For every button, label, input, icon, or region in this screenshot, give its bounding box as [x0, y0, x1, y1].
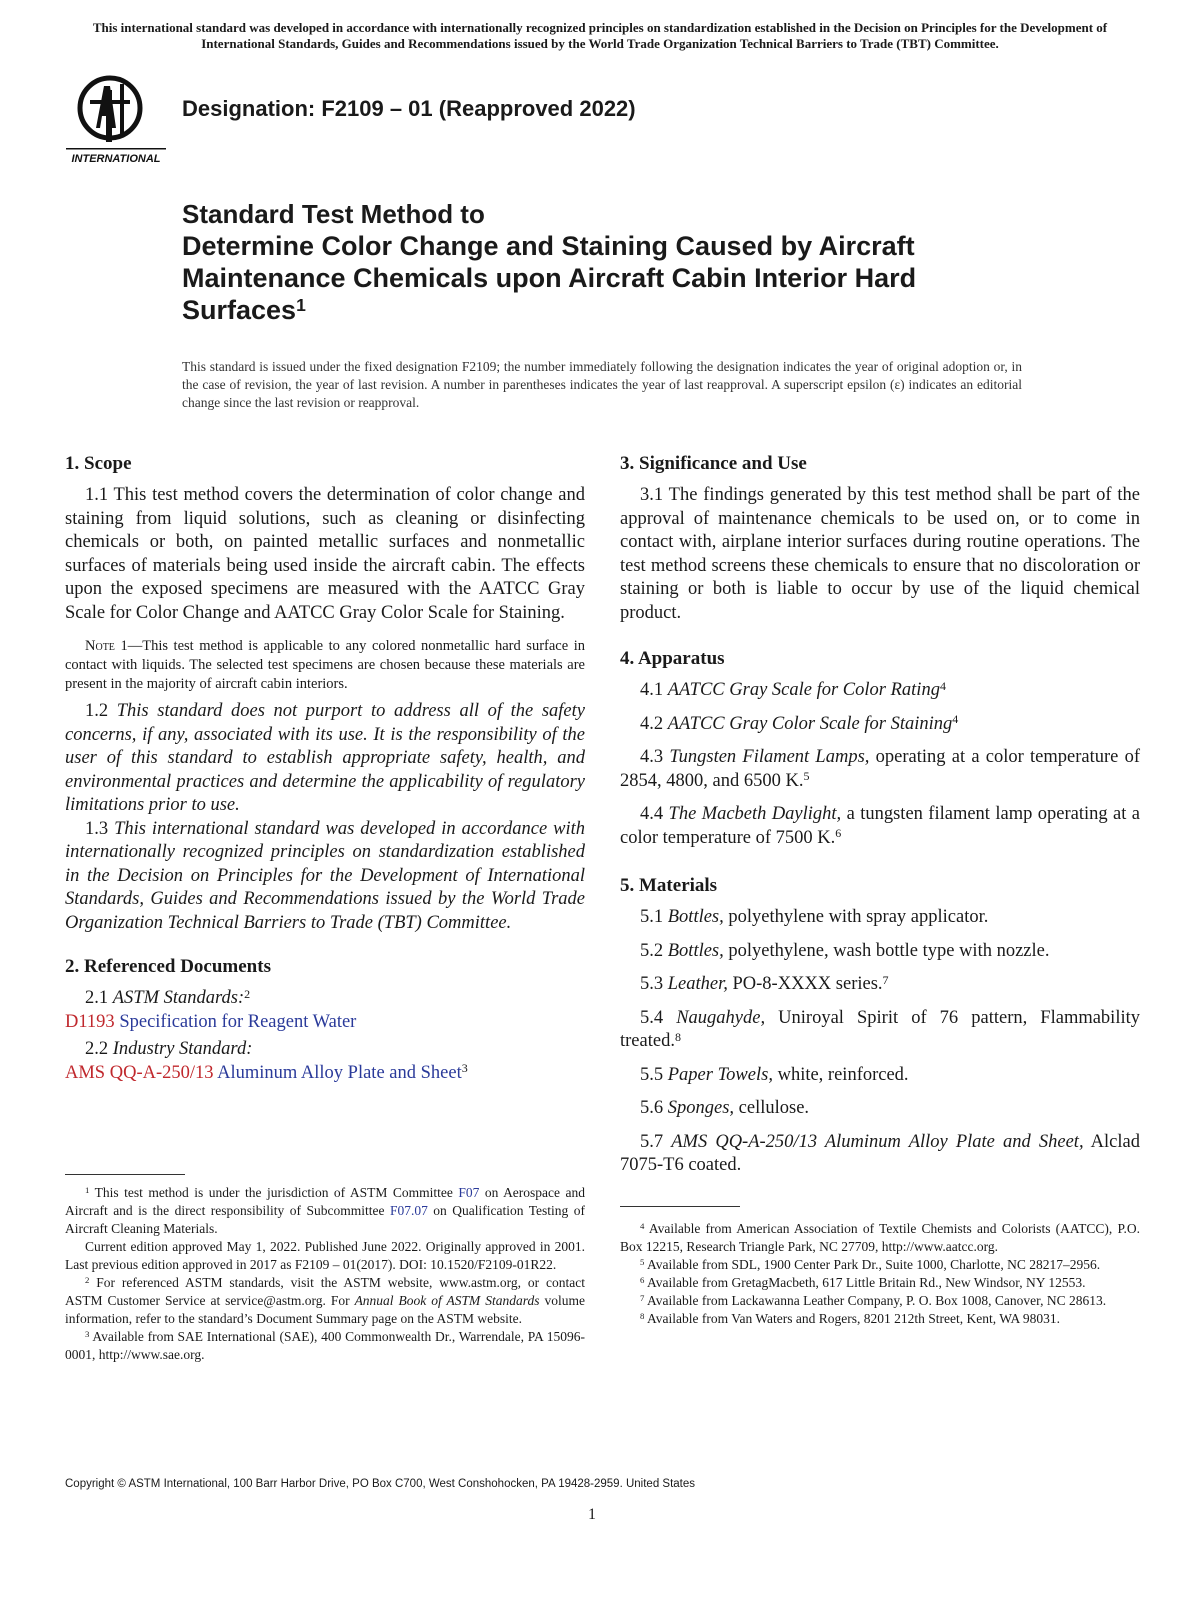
- footnote-3: [65, 1328, 585, 1364]
- materials-item-name: Paper Towels,: [667, 1064, 773, 1085]
- reference-d1193[interactable]: [65, 1011, 585, 1035]
- footnote-6-text: Available from GretagMacbeth, 617 Little Britain Rd., New Windsor, NY 12553.: [644, 1275, 1086, 1290]
- section-1-heading: 1. Scope: [65, 453, 132, 474]
- materials-item-text: Uniroyal Spirit of 76 pattern, Flammability treated.: [620, 1007, 1140, 1051]
- footnote-2: [65, 1274, 585, 1328]
- materials-item-text: PO-8-XXXX series.: [727, 974, 883, 994]
- footnote-mark-4: 4: [952, 712, 959, 727]
- apparatus-item-name: The Macbeth Daylight,: [668, 804, 842, 824]
- reference-ams[interactable]: [65, 1062, 585, 1086]
- materials-item-number: 5.6: [640, 1098, 668, 1118]
- committee-link-f07[interactable]: F07: [458, 1185, 480, 1200]
- reference-code-ams[interactable]: AMS QQ-A-250/13: [65, 1062, 214, 1083]
- materials-item-text: polyethylene, wash bottle type with nozzle.: [723, 940, 1050, 961]
- footnote-2-text: volume information, refer to the standard’s Document Summary page on the ASTM website.: [65, 1293, 585, 1326]
- subsection-2-2-title: Industry Standard:: [112, 1039, 253, 1059]
- apparatus-item-text: a tungsten filament lamp operating at a color temperature of 7500 K.: [620, 804, 1140, 848]
- footnote-mark-5: 5: [803, 769, 810, 784]
- materials-item: [620, 1064, 1140, 1088]
- footnote-mark-6: 6: [835, 826, 842, 841]
- materials-item-text: polyethylene with spray applicator.: [723, 907, 989, 927]
- subsection-2-1: [65, 987, 585, 1011]
- materials-item-number: 5.1: [640, 907, 668, 927]
- subsection-2-1-title: ASTM Standards:: [112, 988, 245, 1008]
- materials-item-name: Naugahyde,: [676, 1007, 766, 1028]
- materials-item-number: 5.4: [640, 1007, 677, 1028]
- materials-item: [620, 973, 1140, 997]
- materials-item: [620, 1097, 1140, 1121]
- logo-caption: INTERNATIONAL: [71, 153, 161, 165]
- apparatus-item-name: AATCC Gray Color Scale for Staining: [667, 713, 953, 734]
- trade-notice: This international standard was developed in accordance with internationally recognized principles on standardization established in the Decision on Principles for the Development of International Standards, Guides and Recommendations issued by the World Trade Organization Technical Barriers to Trade (TBT) Committee.: [92, 20, 1108, 51]
- title-line-2: Determine Color Change and Staining Caused by Aircraft Maintenance Chemicals upon Aircraft Cabin Interior Hard Surfaces: [182, 231, 917, 325]
- apparatus-item-name: AATCC Gray Scale for Color Rating: [667, 680, 940, 700]
- reference-title-d1193[interactable]: Specification for Reagent Water: [119, 1011, 357, 1032]
- apparatus-item: [620, 679, 1140, 703]
- right-column: [620, 452, 1140, 1188]
- paragraph-1-3: [65, 818, 585, 936]
- materials-item: [620, 906, 1140, 930]
- footnote-mark-4: 4: [939, 678, 946, 693]
- materials-item: [620, 1131, 1140, 1178]
- paragraph-1-3-text: This international standard was developed in accordance with internationally recognized principles on standardization established in the Decision on Principles for the Development of International Standards, Guides and Recommendations issued by the World Trade Organization Technical Barriers to Trade (TBT) Committee.: [65, 818, 586, 933]
- footnote-7-mark: 7: [640, 1293, 645, 1304]
- materials-item-text: white, reinforced.: [772, 1064, 909, 1085]
- apparatus-item: [620, 803, 1140, 850]
- footnote-1-mark: 1: [85, 1185, 90, 1196]
- subcommittee-link-f0707[interactable]: F07.07: [389, 1203, 428, 1218]
- materials-item-name: Leather,: [667, 974, 728, 994]
- footnote-4: [620, 1220, 1140, 1256]
- copyright-line: Copyright © ASTM International, 100 Barr Harbor Drive, PO Box C700, West Conshohocken, PA 19428-2959. United States: [65, 1478, 696, 1490]
- footnote-8-text: Available from Van Waters and Rogers, 8201 212th Street, Kent, WA 98031.: [644, 1311, 1060, 1326]
- materials-item-number: 5.5: [640, 1064, 668, 1085]
- section-4-heading: 4. Apparatus: [620, 648, 725, 669]
- materials-item-text: Alclad 7075-T6 coated.: [620, 1131, 1140, 1175]
- footnote-5-mark: 5: [640, 1257, 645, 1268]
- footnote-5-text: Available from SDL, 1900 Center Park Dr., Suite 1000, Charlotte, NC 28217–2956.: [644, 1257, 1101, 1272]
- footnote-1: [65, 1184, 585, 1238]
- materials-item: [620, 940, 1140, 964]
- footnote-2-text: For referenced ASTM standards, visit the ASTM website, www.astm.org, or contact ASTM Customer Service at service@astm.org. For: [65, 1275, 585, 1308]
- footnote-6-mark: 6: [640, 1275, 645, 1286]
- materials-item-number: 5.2: [640, 940, 668, 961]
- page-number: 1: [588, 1506, 596, 1523]
- note-text: 1—This test method is applicable to any colored nonmetallic hard surface in contact with liquids. The selected test specimens are chosen because these materials are present in the majority of aircraft cabin interiors.: [65, 638, 585, 692]
- paragraph-1-2-number: 1.2: [85, 701, 117, 721]
- apparatus-item-number: 4.1: [640, 680, 668, 700]
- apparatus-item: [620, 713, 1140, 737]
- designation: Designation: F2109 – 01 (Reapproved 2022): [182, 96, 636, 121]
- materials-item-name: Sponges,: [667, 1098, 735, 1118]
- footnote-5: [620, 1256, 1140, 1274]
- note-1: [65, 637, 585, 694]
- footnotes-right: [620, 1220, 1140, 1328]
- apparatus-item: [620, 746, 1140, 793]
- footnote-divider-right: [620, 1206, 740, 1207]
- document-title: [182, 198, 1042, 326]
- footnote-2-book-title: Annual Book of ASTM Standards: [354, 1293, 540, 1308]
- footnote-3-mark: 3: [85, 1329, 90, 1340]
- footnote-mark-8: 8: [674, 1029, 681, 1044]
- materials-item-text: cellulose.: [734, 1098, 810, 1118]
- footnote-2-mark: 2: [85, 1275, 90, 1286]
- paragraph-1-3-number: 1.3: [85, 818, 115, 839]
- materials-item-number: 5.7: [640, 1131, 672, 1152]
- subsection-2-2: [65, 1038, 585, 1062]
- section-2-heading: 2. Referenced Documents: [65, 956, 271, 977]
- footnote-8-mark: 8: [640, 1311, 645, 1322]
- footnote-4-text: Available from American Association of Textile Chemists and Colorists (AATCC), P.O. Box 12215, Research Triangle Park, NC 27709, http://www.aatcc.org.: [620, 1221, 1140, 1254]
- footnote-mark-3: 3: [461, 1061, 468, 1076]
- footnotes-left: [65, 1184, 585, 1364]
- subsection-2-2-number: 2.2: [85, 1039, 113, 1059]
- materials-item-name: Bottles,: [667, 907, 724, 927]
- footnote-mark-7: 7: [882, 972, 889, 987]
- materials-item-name: AMS QQ-A-250/13 Aluminum Alloy Plate and Sheet,: [671, 1131, 1084, 1152]
- issuance-statement: This standard is issued under the fixed designation F2109; the number immediately following the designation indicates the year of original adoption or, in the case of revision, the year of last revision. A number in parentheses indicates the year of last reapproval. A superscript epsilon (ε) indicates an editorial change since the last revision or reapproval.: [182, 359, 1022, 410]
- materials-item-name: Bottles,: [667, 940, 724, 961]
- paragraph-1-1: 1.1 This test method covers the determination of color change and staining from liquid solutions, such as cleaning or disinfecting chemicals or both, on painted metallic surfaces and nonmetallic surfaces of materials being used inside the aircraft cabin. The effects upon the exposed specimens are measured with the AATCC Gray Scale for Color Change and AATCC Gray Color Scale for Staining.: [65, 485, 585, 623]
- footnote-7-text: Available from Lackawanna Leather Company, P. O. Box 1008, Canover, NC 28613.: [644, 1293, 1107, 1308]
- paragraph-1-2: [65, 700, 585, 818]
- paragraph-3-1: 3.1 The findings generated by this test method shall be part of the approval of maintenance chemicals to be used on, or to come in contact with, airplane interior surfaces during routine operations. The test method screens these chemicals to ensure that no discoloration or staining or both is liable to occur by use of the liquid chemical product.: [620, 485, 1140, 623]
- materials-item: [620, 1007, 1140, 1054]
- paragraph-1-2-text: This standard does not purport to address all of the safety concerns, if any, associated with its use. It is the responsibility of the user of this standard to establish appropriate safety, health, and environmental practices and determine the applicability of regulatory limitations prior to use.: [65, 701, 585, 815]
- footnote-8: [620, 1310, 1140, 1328]
- note-label: Note: [85, 638, 115, 654]
- footnote-6: [620, 1274, 1140, 1292]
- astm-logo-icon: [66, 70, 170, 166]
- reference-title-ams[interactable]: Aluminum Alloy Plate and Sheet: [217, 1062, 462, 1083]
- footnote-1-text: This test method is under the jurisdiction of ASTM Committee: [89, 1185, 459, 1200]
- apparatus-item-name: Tungsten Filament Lamps,: [669, 747, 870, 767]
- apparatus-item-number: 4.2: [640, 713, 668, 734]
- title-footnote-mark: 1: [296, 295, 306, 316]
- left-column: [65, 452, 585, 1085]
- apparatus-item-number: 4.3: [640, 747, 670, 767]
- footnote-7: [620, 1292, 1140, 1310]
- footnote-1-text: on Qualification Testing of Aircraft Cleaning Materials.: [65, 1203, 585, 1236]
- subsection-2-1-number: 2.1: [85, 988, 113, 1008]
- section-3-heading: 3. Significance and Use: [620, 453, 807, 474]
- footnote-mark-2: 2: [244, 986, 251, 1001]
- apparatus-item-text: operating at a color temperature of 2854, 4800, and 6500 K.: [620, 747, 1141, 791]
- footnote-3-text: Available from SAE International (SAE), 400 Commonwealth Dr., Warrendale, PA 15096-0001, http://www.sae.org.: [65, 1329, 585, 1362]
- footnote-4-mark: 4: [640, 1221, 645, 1232]
- footnote-1-text: on Aerospace and Aircraft and is the direct responsibility of Subcommittee: [65, 1185, 585, 1218]
- footnote-divider-left: [65, 1174, 185, 1175]
- title-line-1: Standard Test Method to: [182, 199, 485, 229]
- edition-note: Current edition approved May 1, 2022. Published June 2022. Originally approved in 2001. Last previous edition approved in 2017 as F2109 – 01(2017). DOI: 10.1520/F2109-01R22.: [65, 1239, 585, 1272]
- materials-item-number: 5.3: [640, 974, 668, 994]
- reference-code-d1193[interactable]: D1193: [65, 1011, 115, 1032]
- apparatus-item-number: 4.4: [640, 804, 669, 824]
- section-5-heading: 5. Materials: [620, 875, 718, 896]
